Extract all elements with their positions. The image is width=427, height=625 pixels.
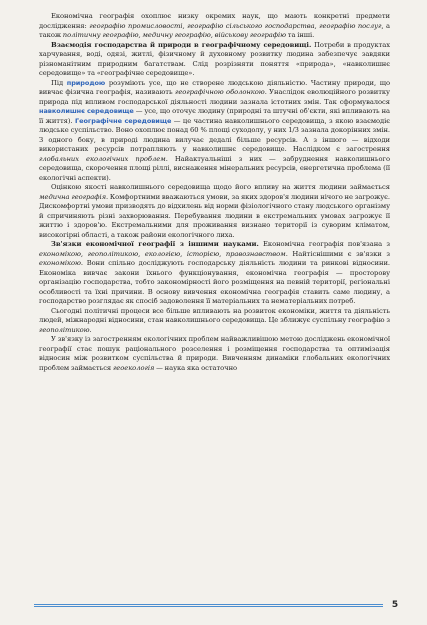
- footer-rule: [34, 606, 383, 607]
- italic-term: географічною оболонкою: [174, 88, 265, 96]
- italic-term: політичну географію, медичну географію, військову географію: [62, 31, 286, 39]
- term-geographic-environment: Географічне середовище: [75, 116, 172, 125]
- footer-rule: [34, 604, 383, 605]
- page-body: [39, 12, 390, 373]
- paragraph-nature-definitions: Під природою розуміють усе, що не створене людською діяльністю. Частину природи, що вивчає фізична географія, називають географічною оболонкою. Унаслідок еволюційного розвитку природа під впливом господарської діяльності людини зазнала істотних змін. Так сформувалося навколишнє середовище — усе, що оточує людину (природні та штучні об'єкти, які впливають на її життя). Географічне середовище — це частина навколишнього середовища, з якою взаємодіє людське суспільство. Воно охоплює понад 60 % площі суходолу, у них 1/3 зазнала докорінних змін. З одного боку, в природі людина вилучає дедалі більше ресурсів. А з іншого — відходи використаних ресурсів потрапляють у навколишнє середовище. Наслідком є загострення глобальних екологічних проблем. Найактуальніші з них — забруднення навколишнього середовища, скорочення площі ріллі, виснаження мінеральних ресурсів, енергетична проблема (її екологічні аспекти).: [39, 78, 390, 182]
- paragraph-economic-geography-branches: Економічна географія охоплює низку окремих наук, що мають конкретні предмети дослідження: географію промисловості, географію сільського господарства, географію послуг, а також політичну географію, медичну географію, військову географію та інші.: [39, 12, 390, 39]
- paragraph-geoecology: У зв'язку із загостренням екологічних проблем найважливішою метою досліджень економічної географії стає пошук раціонального розселення і розміщення господарства та оптимізація відносин між розвитком суспільства й природи. Вивченням динаміки глобальних екологічних проблем займається геоекологія — наука яка остаточно: [39, 335, 390, 372]
- italic-term: медична географія: [39, 192, 107, 201]
- term-environment: навколишнє середовище: [39, 107, 134, 115]
- paragraph-geopolitics: Сьогодні політичні процеси все більше впливають на розвиток економіки, життя та діяльність людей, міжнародні відносини, стан навколишнього середовища. Це зближує суспільну географію з геополітикою.: [39, 306, 390, 334]
- paragraph-science-links: Зв'язки економічної географії з іншими науками. Економічна географія пов'язана з економікою, геополітикою, екологією, історією, правознавством. Найтіснішими є зв'язки з економікою. Вони спільно досліджують господарську діяльність людини та ринкові відносини. Економіка вивчає закони їхнього функціонування, економічна географія — просторову організацію господарства, тобто закономірності його розміщення на певній території, регіональні особливості та їхні причини. В основу вивчення економічна географія ставить саме людину, а господарство розглядає як спосіб задоволення її матеріальних та нематеріальних потреб.: [39, 240, 390, 305]
- italic-term: економікою: [39, 259, 81, 267]
- italic-term: глобальних екологічних проблем: [39, 154, 166, 163]
- italic-term: геоекологія: [112, 363, 155, 372]
- italic-term: економікою, геополітикою, екологією, історією, правознавством: [39, 249, 286, 258]
- paragraph-medical-geography: Оцінкою якості навколишнього середовища щодо його впливу на життя людини займається медична географія. Комфортними вважаються умови, за яких здоров'я людини нічого не загрожує. Дискомфортні умови призводять до відхилень від норми фізіологічного стану людського організму й спричиняють різні захворювання. Перебування людини в екстремальних умовах загрожує її життю і здоров'ю. Екстремальними для проживання визнано території із суворим кліматом, високогірні області, а також райони екологічного лиха.: [39, 183, 391, 239]
- page-footer: [0, 595, 427, 625]
- term-nature: природою: [66, 78, 106, 87]
- section-heading: Взаємодія господарства й природи в географічному середовищі.: [51, 40, 312, 49]
- italic-term: географію промисловості, географію сільського господарства, географію послуг: [89, 21, 382, 30]
- page-number: 5: [391, 600, 399, 610]
- section-heading: Зв'язки економічної географії з іншими науками.: [51, 240, 259, 248]
- italic-term: геополітикою: [39, 325, 90, 334]
- paragraph-interaction: Взаємодія господарства й природи в географічному середовищі. Потреби в продуктах харчування, воді, одязі, житлі, фізичному й духовному розвитку людина забезпечує завдяки різноманітним природним багатствам. Слід розрізняти поняття «природа», «навколишнє середовище» та «географічне середовище».: [39, 40, 390, 77]
